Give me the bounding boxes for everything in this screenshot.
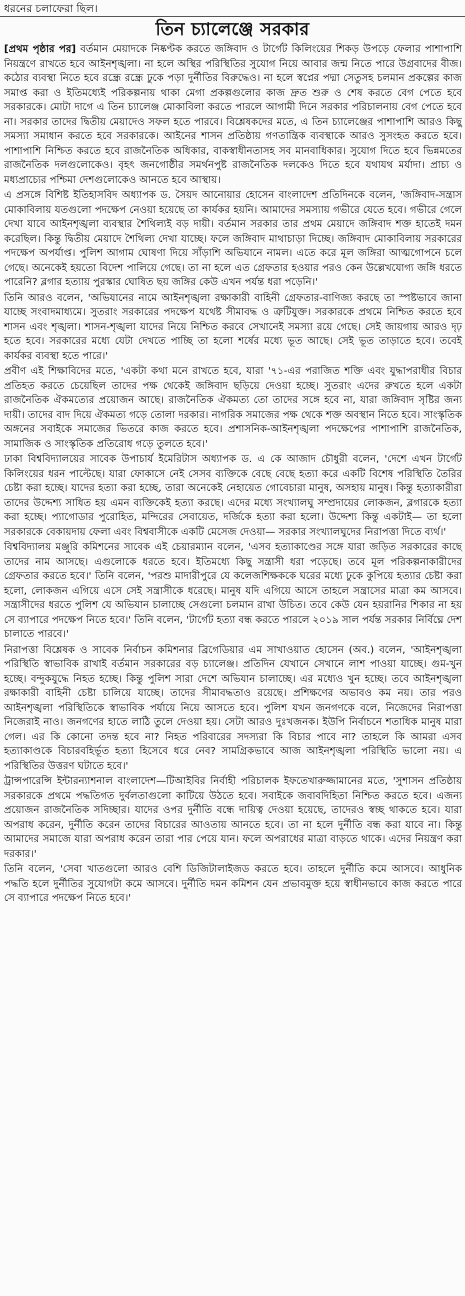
paragraph-4: প্রবীণ এই শিক্ষাবিদের মতে, 'একটা কথা মনে রাখতে হবে, যারা '৭১-এর পরাজিত শক্তি এবং যুদ্ধাপরাধীর বিচার প্রতিহত করতে চেয়েছিল তাদের পক্ষ থেকেই জঙ্গিবাদ ছড়িয়ে দেওয়া হচ্ছে। সুতরাং এদের রুখতে হলে একটা রাজনৈতিক ঐকমত্যের প্রয়োজন আছে। রাজনৈতিক ঐকমত্য তো তাদের সঙ্গে হবে না, যারা জঙ্গিবাদ সৃষ্টির জন্য দায়ী। তাদের বাদ দিয়ে ঐকমত্য গড়ে তোলা দরকার। নাগরিক সমাজের পক্ষ থেকে শক্ত অবস্থান নিতে হবে। সাংস্কৃতিক অঙ্গনের সবাইকে সমাজের ভিতরে কাজ করতে হবে। প্রশাসনিক-আইনশৃঙ্খলা পদক্ষেপের পাশাপাশি রাজনৈতিক, সামাজিক ও সাংস্কৃতিক প্রতিরোধ গড়ে তুলতে হবে।' bbox=[4, 366, 462, 450]
paragraph-2: এ প্রসঙ্গে বিশিষ্ট ইতিহাসবিদ অধ্যাপক ড. সৈয়দ আনোয়ার হোসেন বাংলাদেশ প্রতিদিনকে বলেন, 'জঙ্গিবাদ-সন্ত্রাস মোকাবিলায় যতগুলো পদক্ষেপ নেওয়া হয়েছে তা কার্যকর হয়নি। আমাদের সমস্যায় গভীরে যেতে হবে। গভীরে গেলে দেখা যাবে আইনশৃঙ্খলা ব্যবস্থার শৈথিল্যই বড় দায়ী। বর্তমান সরকার তার প্রথম মেয়াদে জঙ্গিবাদ শক্ত হাতেই দমন করেছিল। কিন্তু দ্বিতীয় মেয়াদে শৈথিল্য দেখা যাচ্ছে। ফলে জঙ্গিবাদ মাথাচাড়া দিচ্ছে। জঙ্গিবাদ মোকাবিলায় সরকারের পদক্ষেপ অপর্যাপ্ত। পুলিশ আগাম ঘোষণা দিয়ে সাঁড়াশি অভিযানে নামল। এতে করে মূল জঙ্গিরা আত্মগোপনে চলে গেছে। অনেকেই হয়তো বিদেশ পালিয়ে গেছে। তা না হলে এত গ্রেফতার হওয়ার পরও কেন উল্লেখযোগ্য জঙ্গি ধরতে পারেনি? ব্লগার হত্যায় পুরস্কার ঘোষিত ছয় জঙ্গির কেউ এখন পর্যন্ত ধরা পড়েনি।' bbox=[4, 190, 462, 288]
article-body bbox=[4, 43, 462, 908]
continuation-tag: [প্রথম পৃষ্ঠার পর] bbox=[4, 44, 76, 55]
headline: তিন চ্যালেঞ্জে সরকার bbox=[155, 20, 310, 40]
paragraph-8: ট্রান্সপারেন্সি ইন্টারন্যাশনাল বাংলাদেশ—টিআইবির নির্বাহী পরিচালক ইফতেখারুজ্জামানের মতে, 'সুশাসন প্রতিষ্ঠায় সরকারকে প্রথমে পদ্ধতিগত দুর্বলতাগুলো কাটিয়ে উঠতে হবে। সবাইকে জবাবদিহিতা নিশ্চিত করতে হবে। এজন্য প্রয়োজন রাজনৈতিক সদিচ্ছার। যাদের ওপর দুর্নীতি বন্ধে দায়িত্ব দেওয়া হয়েছে, তাদেরও স্বচ্ছ থাকতে হবে। যারা অপরাধ করেন, দুর্নীতি করেন তাদের বিচারের আওতায় আনতে হবে। তা না হলে দুর্নীতি বন্ধ করা যাবে না। কিন্তু আমাদের সমাজে যারা অপরাধ করেন তারা পার পেয়ে যান। ফলে অপরাধের মাত্রা বাড়তে থাকে। এদের নিয়ন্ত্রণ করা দরকার।' bbox=[4, 776, 462, 860]
paragraph-1 bbox=[4, 43, 462, 188]
divider bbox=[0, 16, 465, 17]
paragraph-text: বর্তমান মেয়াদকে নিষ্কণ্টক করতে জঙ্গিবাদ ও টার্গেট কিলিংয়ের শিকড় উপড়ে ফেলার পাশাপাশি নিয়ন্ত্রণে রাখতে হবে আইনশৃঙ্খলা। না হলে অস্থির পরিস্থিতির সুযোগ নিয়ে আবার জন্ম নিতে পারে উগ্রবাদের বীজ। কঠোর ব্যবস্থা নিতে হবে রন্ধ্রে রন্ধ্রে ঢুকে পড়া দুর্নীতির বিরুদ্ধেও। না হলে স্বপ্নের পদ্মা সেতুসহ চলমান প্রকল্পের কাজ সমাপ্ত করা ও ইতিমধ্যেই পরিকল্পনায় থাকা মেগা প্রকল্পগুলোর কাজ দ্রুত শুরু ও শেষ করতে বেগ পেতে হবে সরকারকে। মোটা দাগে এ তিন চ্যালেঞ্জ মোকাবিলা করতে পারলে আগামী দিনে সরকার পরিচালনায় বেগ পেতে হবে না। সরকার তাদের দ্বিতীয় মেয়াদেও সফল হতে পারবে। বিশ্লেষকদের মতে, এ তিন চ্যালেঞ্জের পাশাপাশি আরও কিছু সমস্যা সমাধান করতে হবে সরকারকে। আইনের শাসন প্রতিষ্ঠায় গণতান্ত্রিক ব্যবস্থাকে আরও সুসংহত করতে হবে। পাশাপাশি নিশ্চিত করতে হবে রাজনৈতিক অধিকার, বাকস্বাধীনতাসহ সব মানবাধিকার। সুযোগ দিতে হবে ভিন্নমতের রাজনৈতিক দলগুলোকেও। বৃহৎ জনগোষ্ঠীর সমর্থনপুষ্ট রাজনৈতিক দলকেও দিতে হবে যথাযথ মর্যাদা। প্রাচ্য ও মধ্যপ্রাচ্যের পশ্চিমা দেশগুলোকেও আনতে হবে আস্থায়। bbox=[4, 44, 462, 186]
paragraph-6: বিশ্ববিদ্যালয় মঞ্জুরি কমিশনের সাবেক এই চেয়ারম্যান বলেন, 'এসব হত্যাকাণ্ডের সঙ্গে যারা জড়িত সরকারের কাছে তাদের নাম আসছে। এগুলোকে ধরতে হবে। ইতিমধ্যে কিছু সন্ত্রাসী ধরা পড়েছে। তবে মূল পরিকল্পনাকারীদের গ্রেফতার করতে হবে।' তিনি বলেন, 'পরশু মাদারীপুরে যে কলেজশিক্ষককে ঘরের মধ্যে ঢুকে কুপিয়ে হত্যার চেষ্টা করা হলো, লোকজন এগিয়ে এসে সেই সন্ত্রাসীকে ধরেছে। মানুষ যদি এগিয়ে আসে তাহলে সন্ত্রাসের মাত্রা কম আসবে। সন্ত্রাসীদের ধরতে পুলিশ যে অভিযান চালাচ্ছে সেগুলো চলমান রাখা উচিত। তবে কেউ যেন হয়রানির শিকার না হয় সে ব্যাপারে পদক্ষেপ নিতে হবে।' তিনি বলেন, 'টার্গেট হত্যা বন্ধ করতে পারলে ২০১৯ সাল পর্যন্ত সরকার নির্বিঘ্নে দেশ চালাতে পারবে।' bbox=[4, 542, 462, 640]
paragraph-3: তিনি আরও বলেন, 'অভিযানের নামে আইনশৃঙ্খলা রক্ষাকারী বাহিনী গ্রেফতার-বাণিজ্য করছে তা স্পষ্টভাবে জানা যাচ্ছে সংবাদমাধ্যমে। সুতরাং সরকারের পদক্ষেপ যথেষ্ট সীমাবদ্ধ ও ত্রুটিযুক্ত। সরকারকে প্রথমে নিশ্চিত করতে হবে শাসন এবং শৃঙ্খলা। শাসন-শৃঙ্খলা যাদের নিয়ে নিশ্চিত করবে সেখানেই সমস্যা রয়ে গেছে। সেই জায়গায় আরও দৃঢ় হতে হবে। সরকারের মধ্যে যেটা দেখতে পাচ্ছি তা হলো শর্ষের মধ্যে ভূত আছে। সেই ভূত তাড়াতে হবে। তবেই কার্যকর ব্যবস্থা হতে পারে।' bbox=[4, 292, 462, 362]
paragraph-9: তিনি বলেন, 'সেবা খাতগুলো আরও বেশি ডিজিটালাইজড করতে হবে। তাহলে দুর্নীতি কমে আসবে। আধুনিক পদ্ধতি হলে দুর্নীতির সুযোগটা কমে আসবে। দুর্নীতি দমন কমিশন যেন প্রভাবমুক্ত হয়ে স্বাধীনভাবে কাজ করতে পারে সে ব্যাপারে পদক্ষেপ নিতে হবে।' bbox=[4, 864, 462, 904]
paragraph-5: ঢাকা বিশ্ববিদ্যালয়ের সাবেক উপাচার্য ইমেরিটাস অধ্যাপক ড. এ কে আজাদ চৌধুরী বলেন, 'দেশে এখন টার্গেট কিলিংয়ের ধরন পাল্টেছে। যারা ফোকাসে নেই সেসব ব্যক্তিকে বেছে বেছে হত্যা করে একটি বিশেষ পরিস্থিতি তৈরির চেষ্টা করা হচ্ছে। যাদের হত্যা করা হচ্ছে, তারা অনেকেই নেহায়েত গোবেচারা মানুষ, অসহায় মানুষ। কিন্তু হত্যাকারীরা তাদের উদ্দেশ্য সাধিত হয় এমন ব্যক্তিকেই হত্যা করছে। এদের মধ্যে সংখ্যালঘু সম্প্রদায়ের লোকজন, ব্লগারকে হত্যা করা হচ্ছে। প্যাগোডার পুরোহিত, মন্দিরের সেবায়েত, দর্জিকে হত্যা করা হলো। উদ্দেশ্য কিন্তু একটাই— তা হলো সরকারকে বেকায়দায় ফেলা এবং বিশ্ববাসীকে একটি মেসেজ দেওয়া— সরকার সংখ্যালঘুদের নিরাপত্তা দিতে ব্যর্থ।' bbox=[4, 454, 462, 538]
paragraph-7: নিরাপত্তা বিশ্লেষক ও সাবেক নির্বাচন কমিশনার ব্রিগেডিয়ার এম সাখাওয়াত হোসেন (অব.) বলেন, 'আইনশৃঙ্খলা পরিস্থিতি স্বাভাবিক রাখাই বর্তমান সরকারের বড় চ্যালেঞ্জ। প্রতিদিন যেখানে সেখানে লাশ পাওয়া যাচ্ছে। গুম-খুন হচ্ছে। বন্দুকযুদ্ধে নিহত হচ্ছে। কিন্তু পুলিশ সারা দেশে অভিযান চালাচ্ছে। এর মধ্যেও খুন হচ্ছে। তবে আইনশৃঙ্খলা রক্ষাকারী বাহিনী চেষ্টা চালিয়ে যাচ্ছে। তাদের সীমাবদ্ধতাও রয়েছে। প্রশিক্ষণের অভাবও কম নয়। তার পরও আইনশৃঙ্খলা পরিস্থিতিকে স্বাভাবিক পর্যায়ে নিয়ে আসতে হবে। পুলিশ যখন জনগণকে বলে, নিজেদের নিরাপত্তা নিজেরাই নাও। জনগণের হাতে লাঠি তুলে দেওয়া হয়। সেটা আরও দুঃখজনক। ইউপি নির্বাচনে শতাধিক মানুষ মারা গেল। এর কি কোনো তদন্ত হবে না? নিহত পরিবারের সদস্যরা কি বিচার পাবে না? তাহলে কি আমরা এসব হত্যাকাণ্ডকে বিচারবহির্ভূত হত্যা হিসেবে ধরে নেব? সামগ্রিকভাবে আজ আইনশৃঙ্খলা পরিস্থিতি ভালো নয়। এ পরিস্থিতির উত্তরণ ঘটাতে হবে।' bbox=[4, 644, 462, 772]
previous-article-tail: ধরনের চলাফেরা ছিল। bbox=[4, 3, 98, 15]
